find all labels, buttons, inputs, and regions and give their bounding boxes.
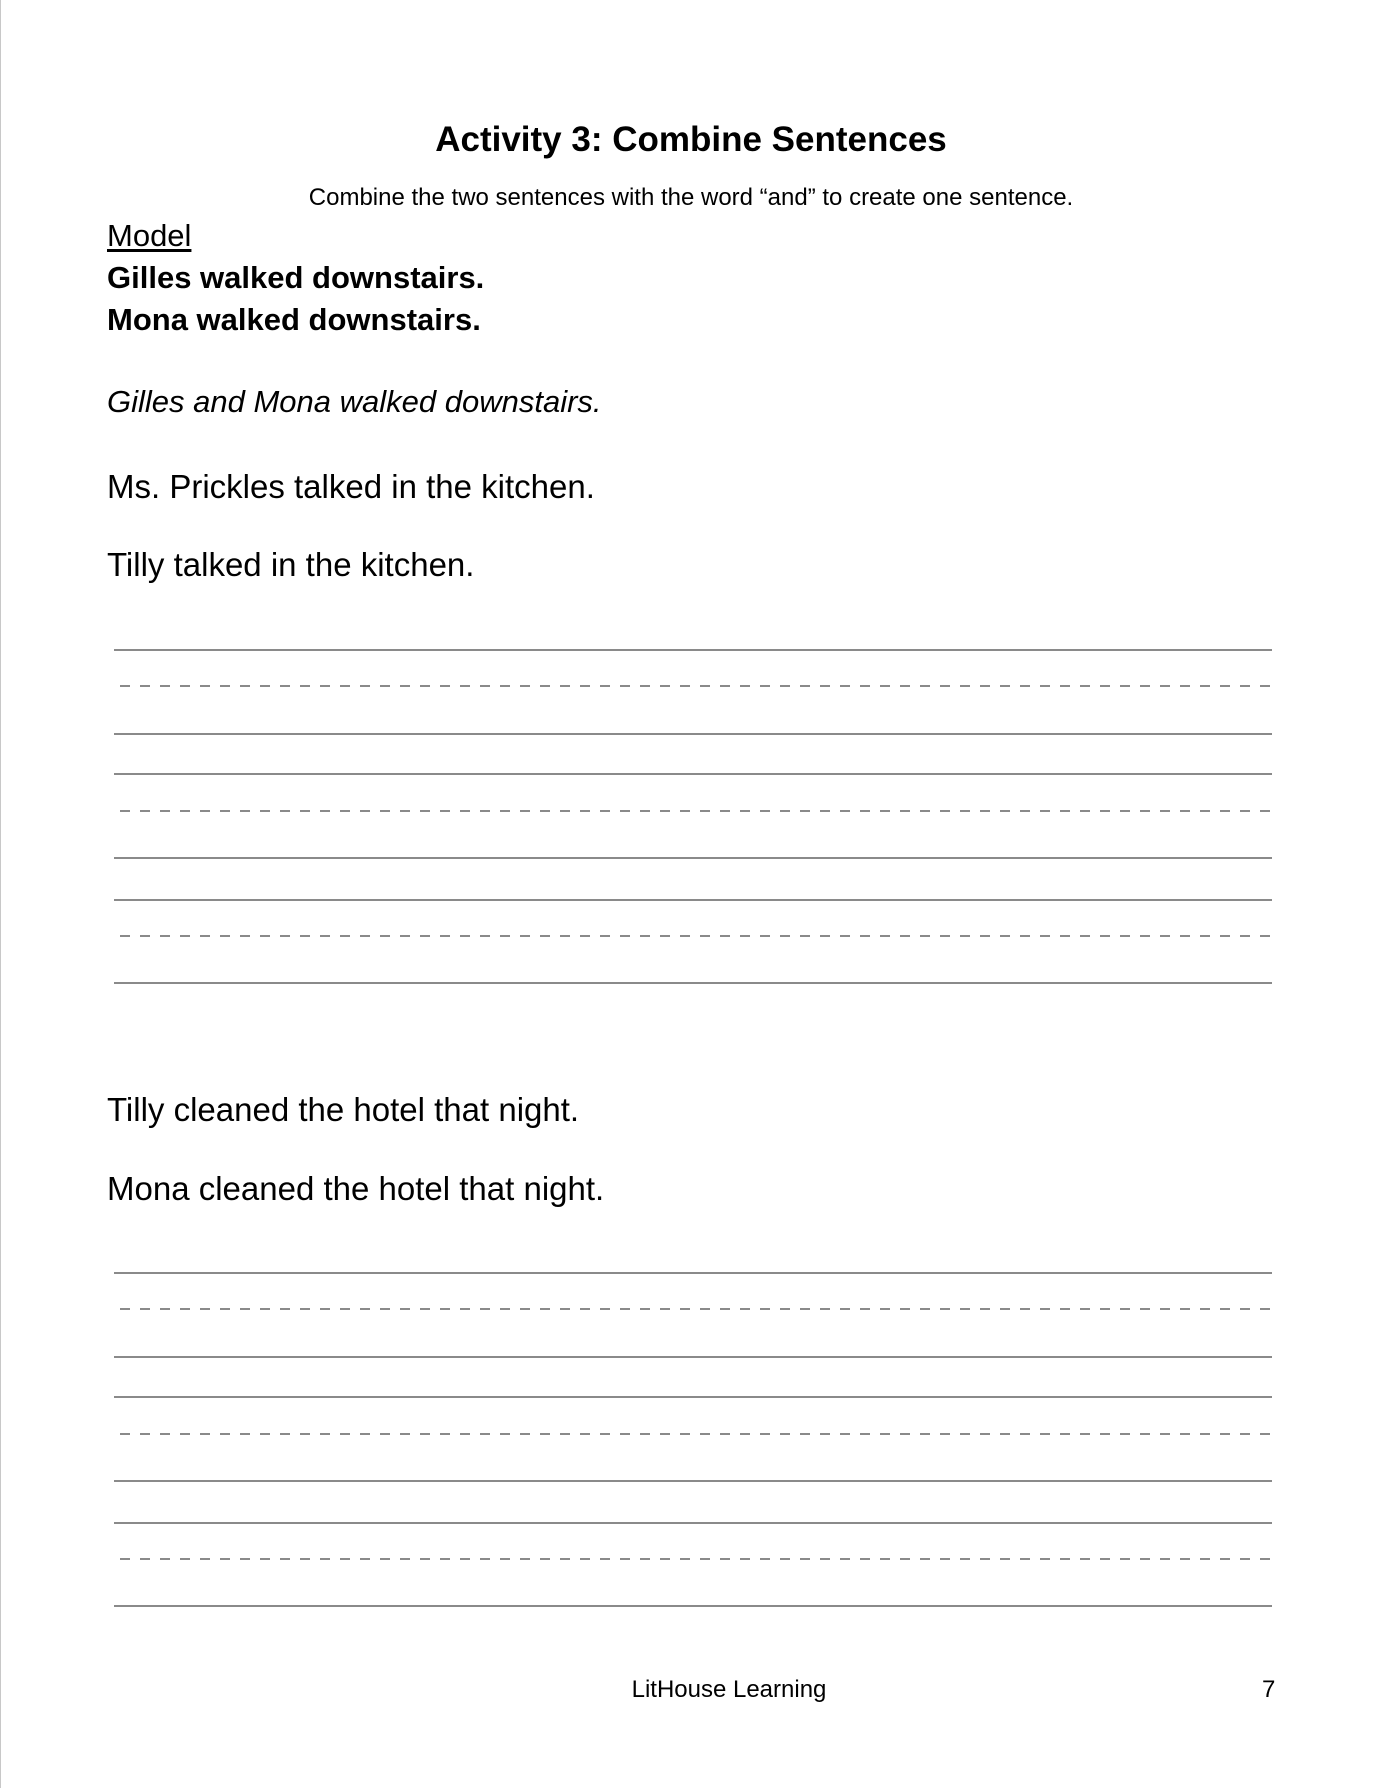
writing-mid-line	[120, 1558, 1272, 1560]
writing-base-line	[114, 982, 1272, 984]
writing-top-line	[114, 1396, 1272, 1398]
model-answer: Gilles and Mona walked downstairs.	[107, 384, 602, 419]
writing-mid-line	[120, 685, 1272, 687]
writing-top-line	[114, 649, 1272, 651]
model-sentence-1: Gilles walked downstairs.	[107, 260, 485, 295]
writing-base-line	[114, 733, 1272, 735]
exercise-2-sentence-1: Tilly cleaned the hotel that night.	[107, 1091, 580, 1128]
model-sentence-2: Mona walked downstairs.	[107, 302, 481, 337]
footer-publisher: LitHouse Learning	[631, 1676, 827, 1703]
writing-top-line	[114, 899, 1272, 901]
writing-mid-line	[120, 810, 1272, 812]
writing-mid-line	[120, 935, 1272, 937]
writing-top-line	[114, 1522, 1272, 1524]
writing-mid-line	[120, 1433, 1272, 1435]
writing-mid-line	[120, 1308, 1272, 1310]
exercise-1-sentence-1: Ms. Prickles talked in the kitchen.	[107, 468, 595, 505]
writing-base-line	[114, 1356, 1272, 1358]
page-title: Activity 3: Combine Sentences	[435, 120, 947, 159]
writing-base-line	[114, 1480, 1272, 1482]
instructions: Combine the two sentences with the word “and” to create one sentence.	[308, 184, 1074, 211]
writing-top-line	[114, 1272, 1272, 1274]
page-number: 7	[1262, 1676, 1276, 1703]
exercise-1-sentence-2: Tilly talked in the kitchen.	[107, 546, 475, 583]
exercise-2-sentence-2: Mona cleaned the hotel that night.	[107, 1170, 605, 1207]
model-label: Model	[107, 218, 192, 253]
page-edge	[0, 0, 1, 1788]
writing-base-line	[114, 1605, 1272, 1607]
writing-base-line	[114, 857, 1272, 859]
writing-top-line	[114, 773, 1272, 775]
